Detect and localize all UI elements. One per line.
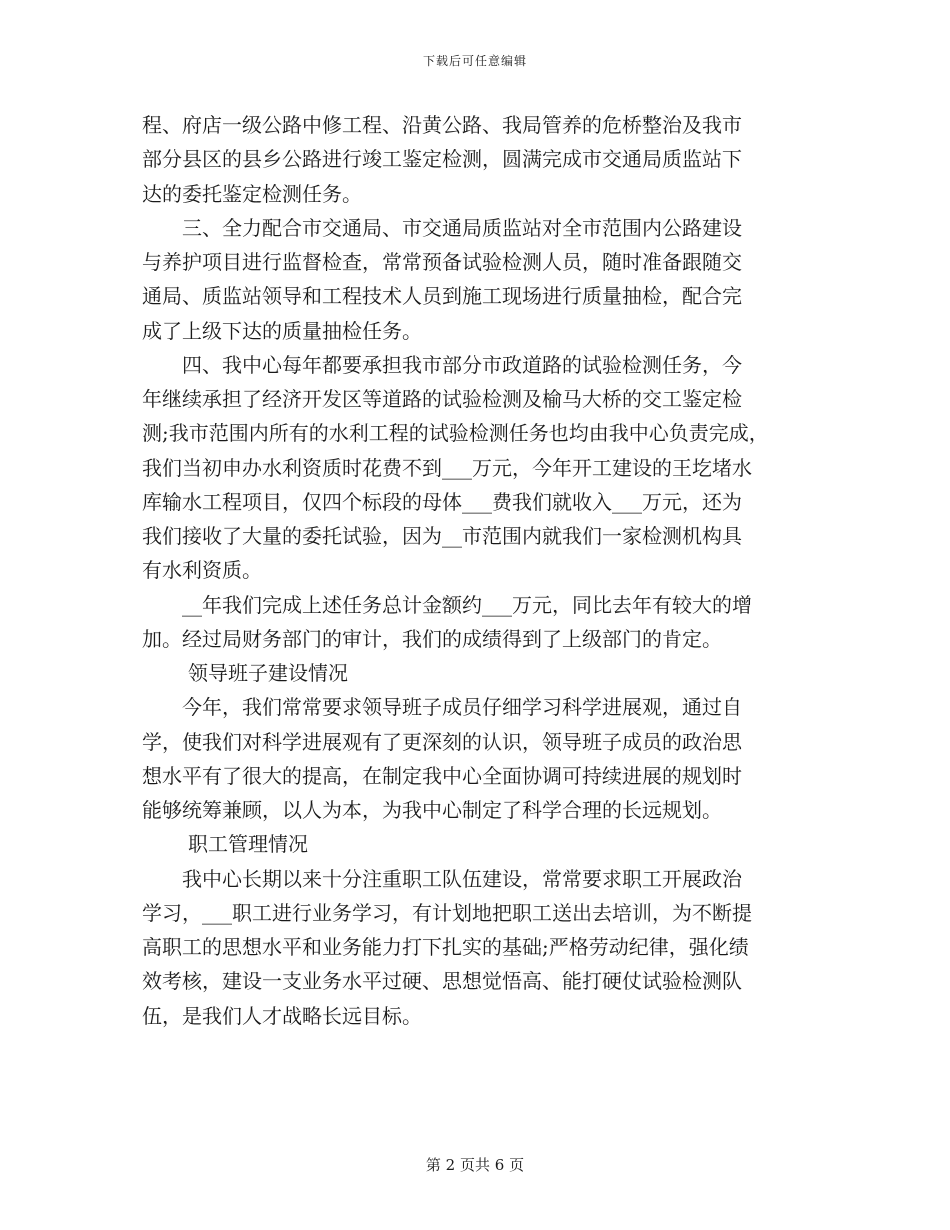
text-line: 部分县区的县乡公路进行竣工鉴定检测，圆满完成市交通局质监站下 xyxy=(142,147,742,172)
text-line: 库输水工程项目，仅四个标段的母体___费我们就收入___万元，还为 xyxy=(142,489,742,514)
text-line: 四、我中心每年都要承担我市部分市政道路的试验检测任务，今 xyxy=(182,352,742,377)
text-line: 成了上级下达的质量抽检任务。 xyxy=(142,318,422,343)
text-line: 学习，___职工进行业务学习，有计划地把职工送出去培训，为不断提 xyxy=(142,900,752,925)
text-line: 高职工的思想水平和业务能力打下扎实的基础;严格劳动纪律，强化绩 xyxy=(142,935,749,959)
text-line: 学，使我们对科学进展观有了更深刻的认识，领导班子成员的政治思 xyxy=(142,729,742,754)
document-body xyxy=(142,108,812,1033)
text-line: 我们接收了大量的委托试验，因为__市范围内就我们一家检测机构具 xyxy=(142,524,742,548)
text-line: 效考核，建设一支业务水平过硬、思想觉悟高、能打硬仗试验检测队 xyxy=(142,969,742,994)
text-line: 今年，我们常常要求领导班子成员仔细学习科学进展观，通过自 xyxy=(182,695,742,720)
text-line: 与养护项目进行监督检查，常常预备试验检测人员，随时准备跟随交 xyxy=(142,250,742,274)
text-line: 程、府店一级公路中修工程、沿黄公路、我局管养的危桥整治及我市 xyxy=(142,113,742,137)
text-line: 我中心长期以来十分注重职工队伍建设，常常要求职工开展政治 xyxy=(182,866,742,891)
text-line: 伍，是我们人才战略长远目标。 xyxy=(142,1003,422,1028)
section-heading: 领导班子建设情况 xyxy=(188,661,348,685)
page-number: 第 2 页共 6 页 xyxy=(425,1156,525,1174)
text-line: 达的委托鉴定检测任务。 xyxy=(142,181,362,206)
text-line: 有水利资质。 xyxy=(142,558,262,583)
text-line: 加。经过局财务部门的审计，我们的成绩得到了上级部门的肯定。 xyxy=(142,626,722,651)
section-heading: 职工管理情况 xyxy=(188,832,308,857)
text-line: 通局、质监站领导和工程技术人员到施工现场进行质量抽检，配合完 xyxy=(142,284,742,309)
text-line: 能够统筹兼顾，以人为本，为我中心制定了科学合理的长远规划。 xyxy=(142,798,722,822)
text-line: 三、全力配合市交通局、市交通局质监站对全市范围内公路建设 xyxy=(182,215,742,240)
text-line: 我们当初申办水利资质时花费不到___万元，今年开工建设的王圪堵水 xyxy=(142,455,752,480)
text-line: 想水平有了很大的提高，在制定我中心全面协调可持续进展的规划时 xyxy=(142,763,742,788)
page-header: 下载后可任意编辑 xyxy=(422,54,527,68)
text-line: 年继续承担了经济开发区等道路的试验检测及榆马大桥的交工鉴定检 xyxy=(142,387,742,411)
text-line: 测;我市范围内所有的水利工程的试验检测任务也均由我中心负责完成， xyxy=(142,421,769,446)
text-line: __年我们完成上述任务总计金额约___万元，同比去年有较大的增 xyxy=(182,592,752,617)
